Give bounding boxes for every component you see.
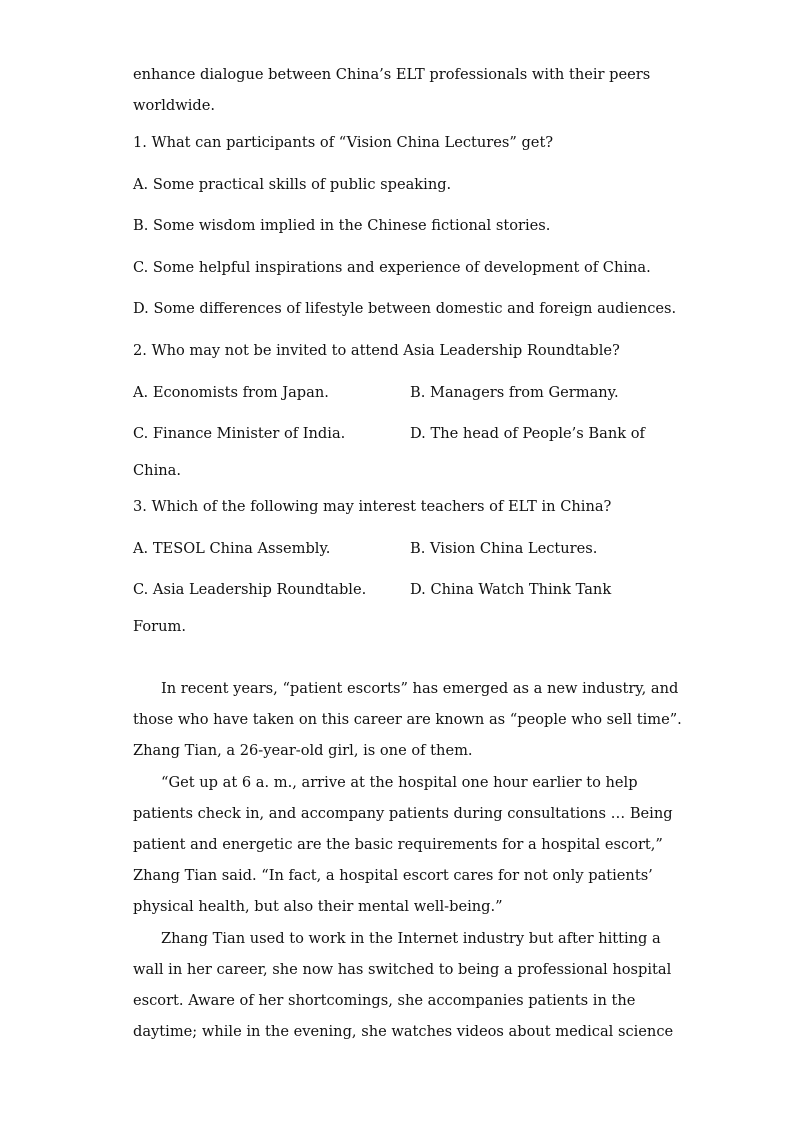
question-1-option-c: C. Some helpful inspirations and experience of development of China. xyxy=(133,259,651,276)
intro-line-1: enhance dialogue between China’s ELT professionals with their peers xyxy=(133,66,651,83)
passage-p2-line-3: patient and energetic are the basic requirements for a hospital escort,” xyxy=(133,836,663,853)
question-3-option-a: A. TESOL China Assembly. xyxy=(133,540,331,557)
question-1-stem: 1. What can participants of “Vision China Lectures” get? xyxy=(133,134,554,151)
question-3-stem: 3. Which of the following may interest teachers of ELT in China? xyxy=(133,498,612,515)
question-3-option-c: C. Asia Leadership Roundtable. xyxy=(133,581,367,598)
question-1-option-d: D. Some differences of lifestyle between domestic and foreign audiences. xyxy=(133,300,677,317)
question-3-option-b: B. Vision China Lectures. xyxy=(410,540,598,557)
question-3-option-d: D. China Watch Think Tank xyxy=(410,581,612,598)
question-2-stem: 2. Who may not be invited to attend Asia Leadership Roundtable? xyxy=(133,342,620,359)
passage-p1-line-3: Zhang Tian, a 26-year-old girl, is one of them. xyxy=(133,742,473,759)
passage-p1-line-2: those who have taken on this career are known as “people who sell time”. xyxy=(133,711,682,728)
passage-p3-line-4: daytime; while in the evening, she watches videos about medical science xyxy=(133,1023,674,1040)
question-2-option-b: B. Managers from Germany. xyxy=(410,384,619,401)
passage-p3-line-2: wall in her career, she now has switched to being a professional hospital xyxy=(133,961,672,978)
question-2-option-a: A. Economists from Japan. xyxy=(133,384,329,401)
intro-line-2: worldwide. xyxy=(133,97,216,114)
passage-p2-line-1: “Get up at 6 a. m., arrive at the hospital one hour earlier to help xyxy=(161,774,638,791)
question-3-option-d-wrap: Forum. xyxy=(133,618,186,635)
passage-p2-line-4: Zhang Tian said. “In fact, a hospital escort cares for not only patients’ xyxy=(133,867,653,884)
passage-p3-line-1: Zhang Tian used to work in the Internet industry but after hitting a xyxy=(161,930,661,947)
passage-p1-line-1: In recent years, “patient escorts” has emerged as a new industry, and xyxy=(161,680,679,697)
question-1-option-a: A. Some practical skills of public speaking. xyxy=(133,176,452,193)
passage-p3-line-3: escort. Aware of her shortcomings, she accompanies patients in the xyxy=(133,992,636,1009)
question-1-option-b: B. Some wisdom implied in the Chinese fictional stories. xyxy=(133,217,551,234)
question-2-option-d-wrap: China. xyxy=(133,462,181,479)
question-2-option-c: C. Finance Minister of India. xyxy=(133,425,346,442)
passage-p2-line-5: physical health, but also their mental well-being.” xyxy=(133,898,503,915)
question-2-option-d: D. The head of People’s Bank of xyxy=(410,425,645,442)
passage-p2-line-2: patients check in, and accompany patients during consultations … Being xyxy=(133,805,673,822)
